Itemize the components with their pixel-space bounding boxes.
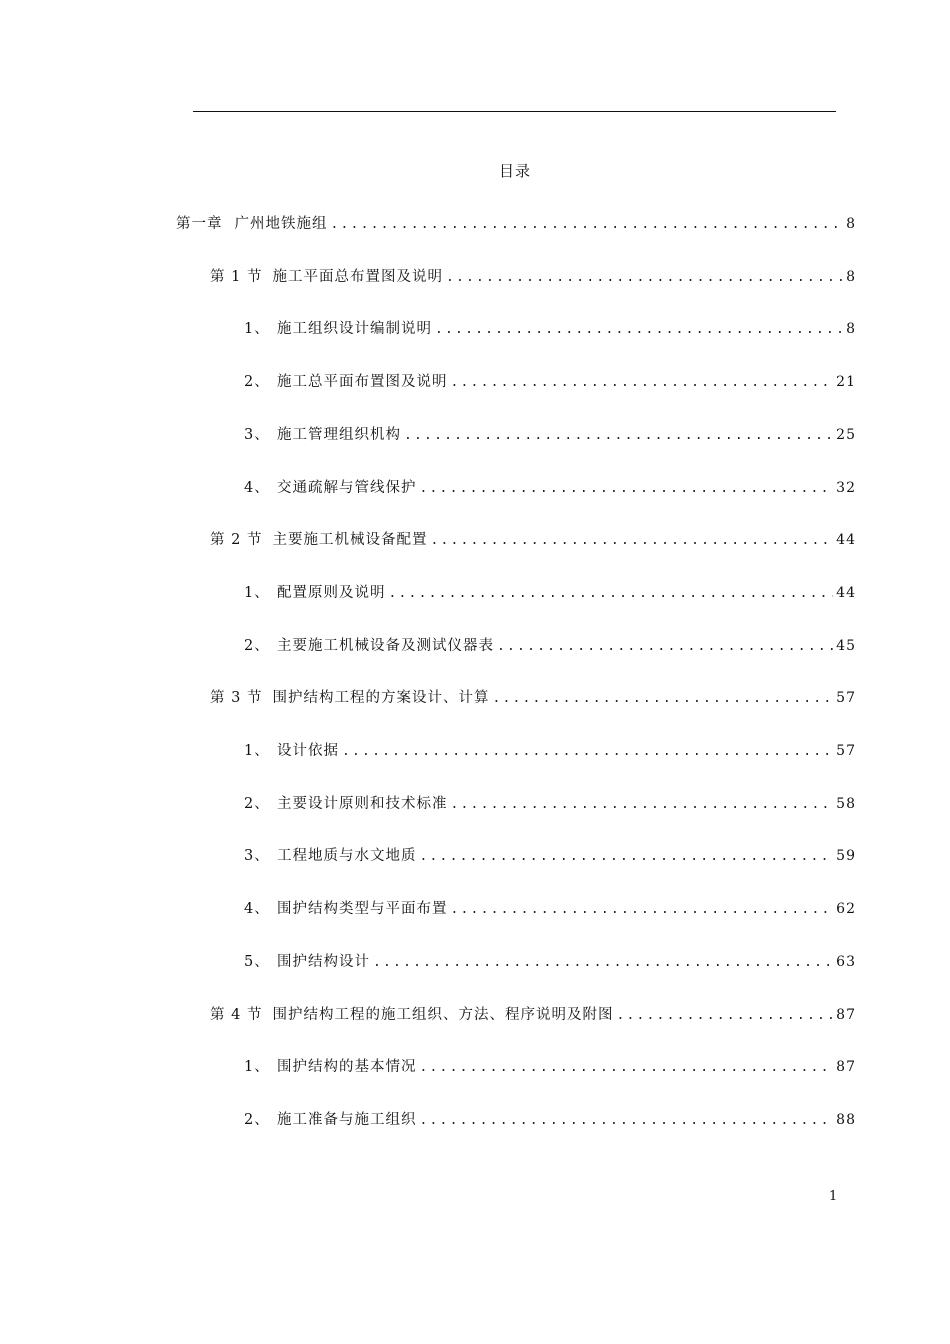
toc-entry-page: 8 — [846, 216, 856, 232]
toc-entry-number: 2、 — [244, 1111, 270, 1128]
toc-entry-page: 87 — [836, 1006, 856, 1023]
toc-entry-number: 2、 — [244, 637, 270, 654]
toc-entry[interactable] — [244, 897, 856, 921]
toc-entry-page: 25 — [836, 426, 856, 443]
toc-entry[interactable] — [210, 1003, 856, 1027]
toc-entry-page: 44 — [836, 532, 856, 549]
toc-entry[interactable] — [244, 370, 856, 394]
toc-entry-number: 第 1 节 — [210, 268, 263, 285]
dot-leader — [331, 217, 844, 232]
toc-entry-title: 施工总平面布置图及说明 — [277, 374, 448, 391]
toc-entry[interactable] — [244, 476, 856, 500]
dot-leader — [616, 1008, 833, 1023]
toc-entry[interactable] — [210, 686, 856, 710]
toc-entry-title: 主要设计原则和技术标准 — [277, 795, 448, 812]
toc-entry-page: 88 — [836, 1111, 856, 1128]
dot-leader — [420, 1060, 834, 1075]
toc-entry-number: 3、 — [244, 426, 270, 443]
toc-entry[interactable] — [244, 634, 856, 658]
toc-entry-number: 2、 — [244, 795, 270, 812]
dot-leader — [373, 955, 833, 970]
dot-leader — [430, 533, 833, 548]
toc-entry-title: 围护结构工程的方案设计、计算 — [272, 690, 490, 707]
dot-leader — [451, 902, 834, 917]
toc-entry[interactable] — [244, 581, 856, 605]
toc-entry[interactable] — [244, 317, 856, 341]
dot-leader — [389, 586, 834, 601]
toc-entry[interactable] — [244, 844, 856, 868]
toc-entry-number: 第一章 — [176, 216, 223, 232]
toc-entry[interactable] — [244, 1055, 856, 1079]
toc-entry-page: 57 — [836, 743, 856, 759]
toc-entry-page: 21 — [836, 374, 856, 391]
toc-entry-number: 第 4 节 — [210, 1006, 263, 1023]
toc-entry-number: 4、 — [244, 479, 270, 496]
toc-entry-page: 45 — [836, 637, 856, 654]
toc-entry-number: 1、 — [244, 584, 270, 601]
toc-entry-number: 3、 — [244, 848, 270, 865]
toc-entry-title: 施工组织设计编制说明 — [277, 321, 432, 338]
dot-leader — [420, 1113, 834, 1128]
toc-entry-number: 2、 — [244, 374, 270, 391]
toc-entry-page: 8 — [846, 321, 856, 338]
dot-leader — [451, 797, 834, 812]
toc-entry-number: 第 3 节 — [210, 690, 263, 707]
dot-leader — [451, 375, 834, 390]
dot-leader — [420, 481, 834, 496]
toc-entry-page: 8 — [846, 268, 856, 285]
toc-entry-page: 62 — [836, 901, 856, 918]
toc-entry-title: 设计依据 — [277, 743, 339, 759]
toc-entry-number: 4、 — [244, 901, 270, 918]
toc-entry-page: 32 — [836, 479, 856, 496]
dot-leader — [446, 270, 843, 285]
toc-entry-number: 第 2 节 — [210, 532, 263, 549]
dot-leader — [342, 744, 833, 759]
toc-entry-title: 主要施工机械设备及测试仪器表 — [277, 637, 494, 654]
toc-entry-number: 5、 — [244, 953, 270, 970]
toc-entry[interactable] — [210, 265, 856, 289]
page-number: 1 — [829, 1189, 838, 1204]
toc-entry-page: 59 — [836, 848, 856, 865]
toc-entry-page: 87 — [836, 1059, 856, 1076]
toc-entry-page: 63 — [836, 953, 856, 970]
toc-entry[interactable] — [244, 739, 856, 763]
dot-leader — [404, 428, 833, 443]
toc-entry-title: 施工准备与施工组织 — [277, 1111, 417, 1128]
toc-entry-title: 施工平面总布置图及说明 — [272, 268, 443, 285]
toc-entry-number: 1、 — [244, 1059, 270, 1076]
toc-entry-title: 围护结构类型与平面布置 — [277, 901, 448, 918]
toc-entry-title: 围护结构工程的施工组织、方法、程序说明及附图 — [272, 1006, 614, 1023]
toc-entry[interactable] — [244, 1108, 856, 1132]
toc-entry-number: 1、 — [244, 743, 270, 759]
toc-entry[interactable] — [244, 792, 856, 816]
toc-title: 目录 — [498, 162, 531, 180]
header-rule — [193, 111, 836, 112]
toc-entry-title: 主要施工机械设备配置 — [272, 532, 428, 549]
toc-entry[interactable] — [176, 212, 856, 236]
dot-leader — [497, 639, 833, 654]
dot-leader — [420, 849, 834, 864]
toc-entry-title: 围护结构的基本情况 — [277, 1059, 417, 1076]
toc-entry-title: 配置原则及说明 — [277, 584, 386, 601]
toc-entry-title: 工程地质与水文地质 — [277, 848, 417, 865]
toc-entry-title: 围护结构设计 — [277, 953, 370, 970]
toc-entry-page: 58 — [836, 795, 856, 812]
toc-entry[interactable] — [210, 528, 856, 552]
dot-leader — [435, 322, 843, 337]
toc-entry-page: 44 — [836, 584, 856, 601]
toc-entry-number: 1、 — [244, 321, 270, 338]
dot-leader — [492, 691, 833, 706]
toc-entry[interactable] — [244, 423, 856, 447]
toc-entry-title: 施工管理组织机构 — [277, 426, 401, 443]
toc-entry-title: 广州地铁施组 — [234, 216, 328, 232]
toc-entry-page: 57 — [836, 690, 856, 707]
toc-entry[interactable] — [244, 950, 856, 974]
toc-entry-title: 交通疏解与管线保护 — [277, 479, 417, 496]
